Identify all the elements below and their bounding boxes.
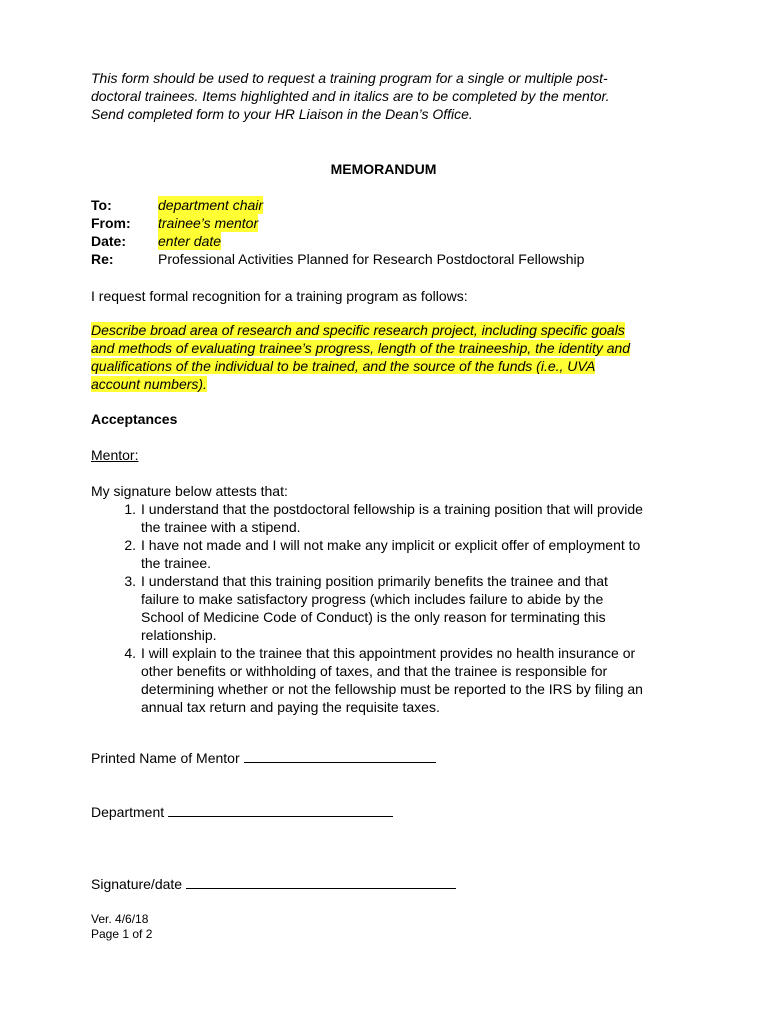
department-field xyxy=(91,802,393,821)
attest-number: 2. xyxy=(124,537,136,553)
attest-line: other benefits or withholding of taxes, and that the trainee is responsible for xyxy=(141,663,608,679)
attest-line: annual tax return and paying the requisite taxes. xyxy=(141,699,440,715)
intro-text xyxy=(91,69,691,123)
memo-to-value[interactable]: department chair xyxy=(158,197,264,213)
memo-title: MEMORANDUM xyxy=(330,161,437,177)
attest-text xyxy=(136,500,689,536)
memo-from-row xyxy=(91,214,691,232)
version-footer xyxy=(91,912,152,942)
memo-page xyxy=(91,69,691,941)
attest-text xyxy=(136,572,689,644)
signature-date-blank[interactable] xyxy=(186,874,456,889)
memo-date-label: Date: xyxy=(91,233,127,249)
describe-instructions[interactable] xyxy=(91,321,681,393)
attest-line: determining whether or not the fellowship must be reported to the IRS by filing an xyxy=(141,681,643,697)
memo-re-label: Re: xyxy=(91,251,114,267)
intro-line: This form should be used to request a training program for a single or multiple post- xyxy=(91,70,608,86)
memo-to-row xyxy=(91,196,691,214)
describe-line: account numbers). xyxy=(91,376,207,392)
attest-line: relationship. xyxy=(141,627,217,643)
memo-from-label: From: xyxy=(91,215,131,231)
attest-line: failure to make satisfactory progress (which includes failure to abide by the xyxy=(141,591,604,607)
request-line: I request formal recognition for a training program as follows: xyxy=(91,288,468,304)
attest-item xyxy=(91,500,691,536)
attest-item xyxy=(91,572,691,644)
attest-number: 1. xyxy=(124,501,136,517)
describe-line: qualifications of the individual to be trained, and the source of the funds (i.e., UVA xyxy=(91,358,596,374)
printed-name-label: Printed Name of Mentor xyxy=(91,750,240,766)
attest-item xyxy=(91,644,691,716)
memo-re-row xyxy=(91,250,691,268)
attest-item xyxy=(91,536,691,572)
describe-line: and methods of evaluating trainee’s progress, length of the traineeship, the identity and xyxy=(91,340,631,356)
memo-re-value: Professional Activities Planned for Research Postdoctoral Fellowship xyxy=(158,251,585,267)
acceptances-heading: Acceptances xyxy=(91,411,178,427)
memo-to-label: To: xyxy=(91,197,112,213)
page-number: Page 1 of 2 xyxy=(91,927,153,941)
printed-name-blank[interactable] xyxy=(244,748,436,763)
attest-line: I understand that this training position primarily benefits the trainee and that xyxy=(141,573,608,589)
attest-line: School of Medicine Code of Conduct) is the only reason for terminating this xyxy=(141,609,606,625)
intro-line: Send completed form to your HR Liaison in the Dean’s Office. xyxy=(91,106,473,122)
version-text: Ver. 4/6/18 xyxy=(91,912,149,926)
attest-intro: My signature below attests that: xyxy=(91,483,288,499)
department-blank[interactable] xyxy=(168,802,393,817)
department-label: Department xyxy=(91,804,165,820)
memo-date-value[interactable]: enter date xyxy=(158,233,222,249)
signature-date-field xyxy=(91,874,456,893)
memo-from-value[interactable]: trainee’s mentor xyxy=(158,215,259,231)
signature-date-label: Signature/date xyxy=(91,876,183,892)
attest-list xyxy=(91,500,691,716)
attest-text xyxy=(136,644,689,716)
intro-line: doctoral trainees. Items highlighted and in italics are to be completed by the mentor. xyxy=(91,88,610,104)
attest-text xyxy=(136,536,689,572)
attest-number: 3. xyxy=(124,573,136,589)
describe-line: Describe broad area of research and specific research project, including specific goals xyxy=(91,322,625,338)
memo-header-block xyxy=(91,196,691,268)
printed-name-field xyxy=(91,748,436,767)
mentor-label: Mentor: xyxy=(91,447,139,463)
attest-line: the trainee with a stipend. xyxy=(141,519,301,535)
attest-number: 4. xyxy=(124,645,136,661)
attest-line: I will explain to the trainee that this appointment provides no health insurance or xyxy=(141,645,636,661)
attest-line: I have not made and I will not make any implicit or explicit offer of employment to xyxy=(141,537,641,553)
attest-line: I understand that the postdoctoral fellowship is a training position that will provide xyxy=(141,501,643,517)
attest-line: the trainee. xyxy=(141,555,212,571)
memo-date-row xyxy=(91,232,691,250)
